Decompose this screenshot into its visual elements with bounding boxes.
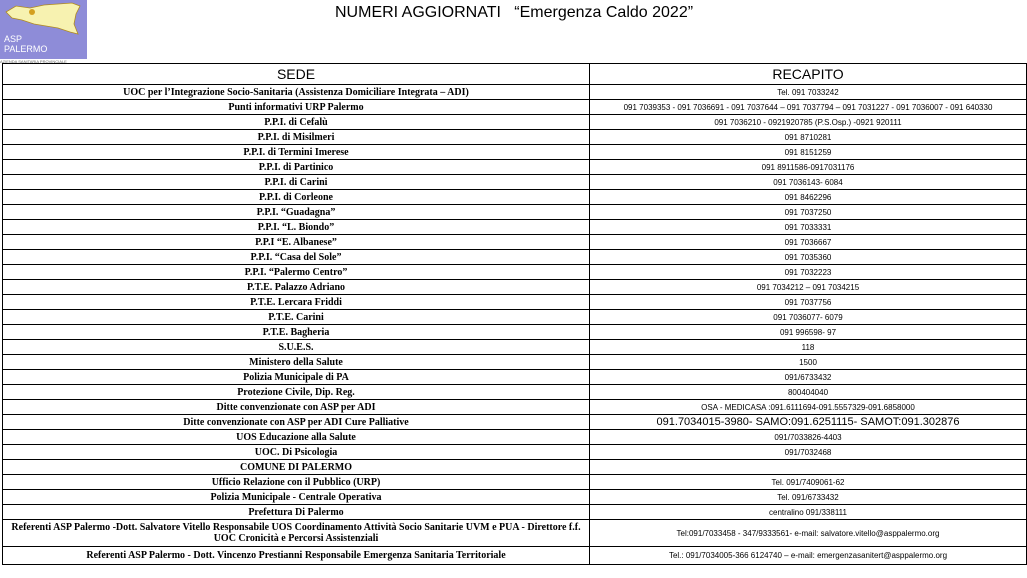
table-row <box>3 175 1027 190</box>
table-row <box>3 490 1027 505</box>
sede-cell: P.P.I. di Cefalù <box>3 115 590 130</box>
table-row <box>3 385 1027 400</box>
recapito-cell: 800404040 <box>590 385 1027 400</box>
table-row <box>3 250 1027 265</box>
sede-cell: Prefettura Di Palermo <box>3 505 590 520</box>
recapito-cell: Tel.: 091/7034005-366 6124740 – e-mail: emergenzasanitert@asppalermo.org <box>590 547 1027 565</box>
table-row <box>3 547 1027 565</box>
sede-cell: UOS Educazione alla Salute <box>3 430 590 445</box>
table-row <box>3 460 1027 475</box>
sede-cell: P.P.I “E. Albanese” <box>3 235 590 250</box>
sede-cell: P.T.E. Carini <box>3 310 590 325</box>
recapito-cell: 091/6733432 <box>590 370 1027 385</box>
contacts-table <box>2 63 1027 565</box>
table-row <box>3 220 1027 235</box>
sede-cell: Referenti ASP Palermo - Dott. Vincenzo Prestianni Responsabile Emergenza Sanitaria Territoriale <box>3 547 590 565</box>
asp-palermo-logo <box>0 0 87 59</box>
recapito-cell: 091 996598- 97 <box>590 325 1027 340</box>
table-row <box>3 325 1027 340</box>
table-header-row <box>3 64 1027 85</box>
recapito-cell: 091 7036143- 6084 <box>590 175 1027 190</box>
sede-cell: Ditte convenzionate con ASP per ADI Cure Palliative <box>3 415 590 430</box>
logo-line-asp: ASP <box>4 34 23 44</box>
table-row <box>3 370 1027 385</box>
recapito-cell: 091.7034015-3980- SAMO:091.6251115- SAMOT:091.302876 <box>590 415 1027 430</box>
recapito-cell: Tel:091/7033458 - 347/9333561- e-mail: salvatore.vitello@asppalermo.org <box>590 520 1027 547</box>
sede-cell: P.P.I. di Carini <box>3 175 590 190</box>
header-recapito: RECAPITO <box>590 64 1027 85</box>
header-sede: SEDE <box>3 64 590 85</box>
table-row <box>3 340 1027 355</box>
table-row <box>3 85 1027 100</box>
recapito-cell: 091 8462296 <box>590 190 1027 205</box>
recapito-cell: centralino 091/338111 <box>590 505 1027 520</box>
sede-cell: UOC per l’Integrazione Socio-Sanitaria (Assistenza Domiciliare Integrata – ADI) <box>3 85 590 100</box>
sede-cell: Referenti ASP Palermo -Dott. Salvatore Vitello Responsabile UOS Coordinamento Attività Socio Sanitarie UVM e PUA - Direttore f.f. UOC Cronicità e Percorsi Assistenziali <box>3 520 590 547</box>
table-row <box>3 205 1027 220</box>
table-row <box>3 235 1027 250</box>
table-row <box>3 100 1027 115</box>
table-row <box>3 280 1027 295</box>
sede-cell: P.P.I. “Palermo Centro” <box>3 265 590 280</box>
document-title: NUMERI AGGIORNATI “Emergenza Caldo 2022” <box>335 4 694 21</box>
recapito-cell: 118 <box>590 340 1027 355</box>
sede-cell: S.U.E.S. <box>3 340 590 355</box>
table-row <box>3 355 1027 370</box>
table-row <box>3 130 1027 145</box>
sede-cell: Ministero della Salute <box>3 355 590 370</box>
logo-line-palermo: PALERMO <box>4 44 48 54</box>
recapito-cell: Tel. 091/6733432 <box>590 490 1027 505</box>
sede-cell: Punti informativi URP Palermo <box>3 100 590 115</box>
table-row <box>3 400 1027 415</box>
recapito-cell: 091 8151259 <box>590 145 1027 160</box>
recapito-cell: 091 7036667 <box>590 235 1027 250</box>
table-row <box>3 115 1027 130</box>
table-row <box>3 310 1027 325</box>
recapito-cell: 091 7036210 - 0921920785 (P.S.Osp.) -0921 920111 <box>590 115 1027 130</box>
sede-cell: UOC. Di Psicologia <box>3 445 590 460</box>
recapito-cell: 091/7032468 <box>590 445 1027 460</box>
table-row <box>3 145 1027 160</box>
recapito-cell: 091 7035360 <box>590 250 1027 265</box>
recapito-cell: 091 7033331 <box>590 220 1027 235</box>
recapito-cell <box>590 460 1027 475</box>
sede-cell: P.P.I. di Termini Imerese <box>3 145 590 160</box>
sede-cell: P.T.E. Palazzo Adriano <box>3 280 590 295</box>
recapito-cell: OSA - MEDICASA :091.6111694-091.5557329-091.6858000 <box>590 400 1027 415</box>
table-row <box>3 415 1027 430</box>
table-row <box>3 505 1027 520</box>
recapito-cell: 091 7039353 - 091 7036691 - 091 7037644 – 091 7037794 – 091 7031227 - 091 7036007 - 091 640330 <box>590 100 1027 115</box>
table-row <box>3 520 1027 547</box>
sede-cell: P.P.I. di Corleone <box>3 190 590 205</box>
recapito-cell: 091 7034212 – 091 7034215 <box>590 280 1027 295</box>
sede-cell: COMUNE DI PALERMO <box>3 460 590 475</box>
table-row <box>3 295 1027 310</box>
sede-cell: P.P.I. “Guadagna” <box>3 205 590 220</box>
table-row <box>3 190 1027 205</box>
sede-cell: P.T.E. Lercara Friddi <box>3 295 590 310</box>
recapito-cell: 091/7033826-4403 <box>590 430 1027 445</box>
recapito-cell: Tel. 091/7409061-62 <box>590 475 1027 490</box>
recapito-cell: 091 7037756 <box>590 295 1027 310</box>
recapito-cell: 091 8710281 <box>590 130 1027 145</box>
sede-cell: Polizia Municipale di PA <box>3 370 590 385</box>
sede-cell: P.P.I. di Misilmeri <box>3 130 590 145</box>
recapito-cell: 091 8911586-0917031176 <box>590 160 1027 175</box>
sede-cell: P.P.I. di Partinico <box>3 160 590 175</box>
sede-cell: Protezione Civile, Dip. Reg. <box>3 385 590 400</box>
recapito-cell: 091 7036077- 6079 <box>590 310 1027 325</box>
table-row <box>3 475 1027 490</box>
sede-cell: P.P.I. “L. Biondo” <box>3 220 590 235</box>
table-row <box>3 265 1027 280</box>
sede-cell: Ditte convenzionate con ASP per ADI <box>3 400 590 415</box>
sede-cell: P.P.I. “Casa del Sole” <box>3 250 590 265</box>
table-row <box>3 430 1027 445</box>
recapito-cell: 091 7037250 <box>590 205 1027 220</box>
sede-cell: P.T.E. Bagheria <box>3 325 590 340</box>
logo-caption: AZIENDA SANITARIA PROVINCIALE <box>0 59 67 64</box>
sede-cell: Ufficio Relazione con il Pubblico (URP) <box>3 475 590 490</box>
sede-cell: Polizia Municipale - Centrale Operativa <box>3 490 590 505</box>
table-row <box>3 160 1027 175</box>
recapito-cell: Tel. 091 7033242 <box>590 85 1027 100</box>
table-body <box>3 85 1027 565</box>
table-row <box>3 445 1027 460</box>
recapito-cell: 091 7032223 <box>590 265 1027 280</box>
recapito-cell: 1500 <box>590 355 1027 370</box>
